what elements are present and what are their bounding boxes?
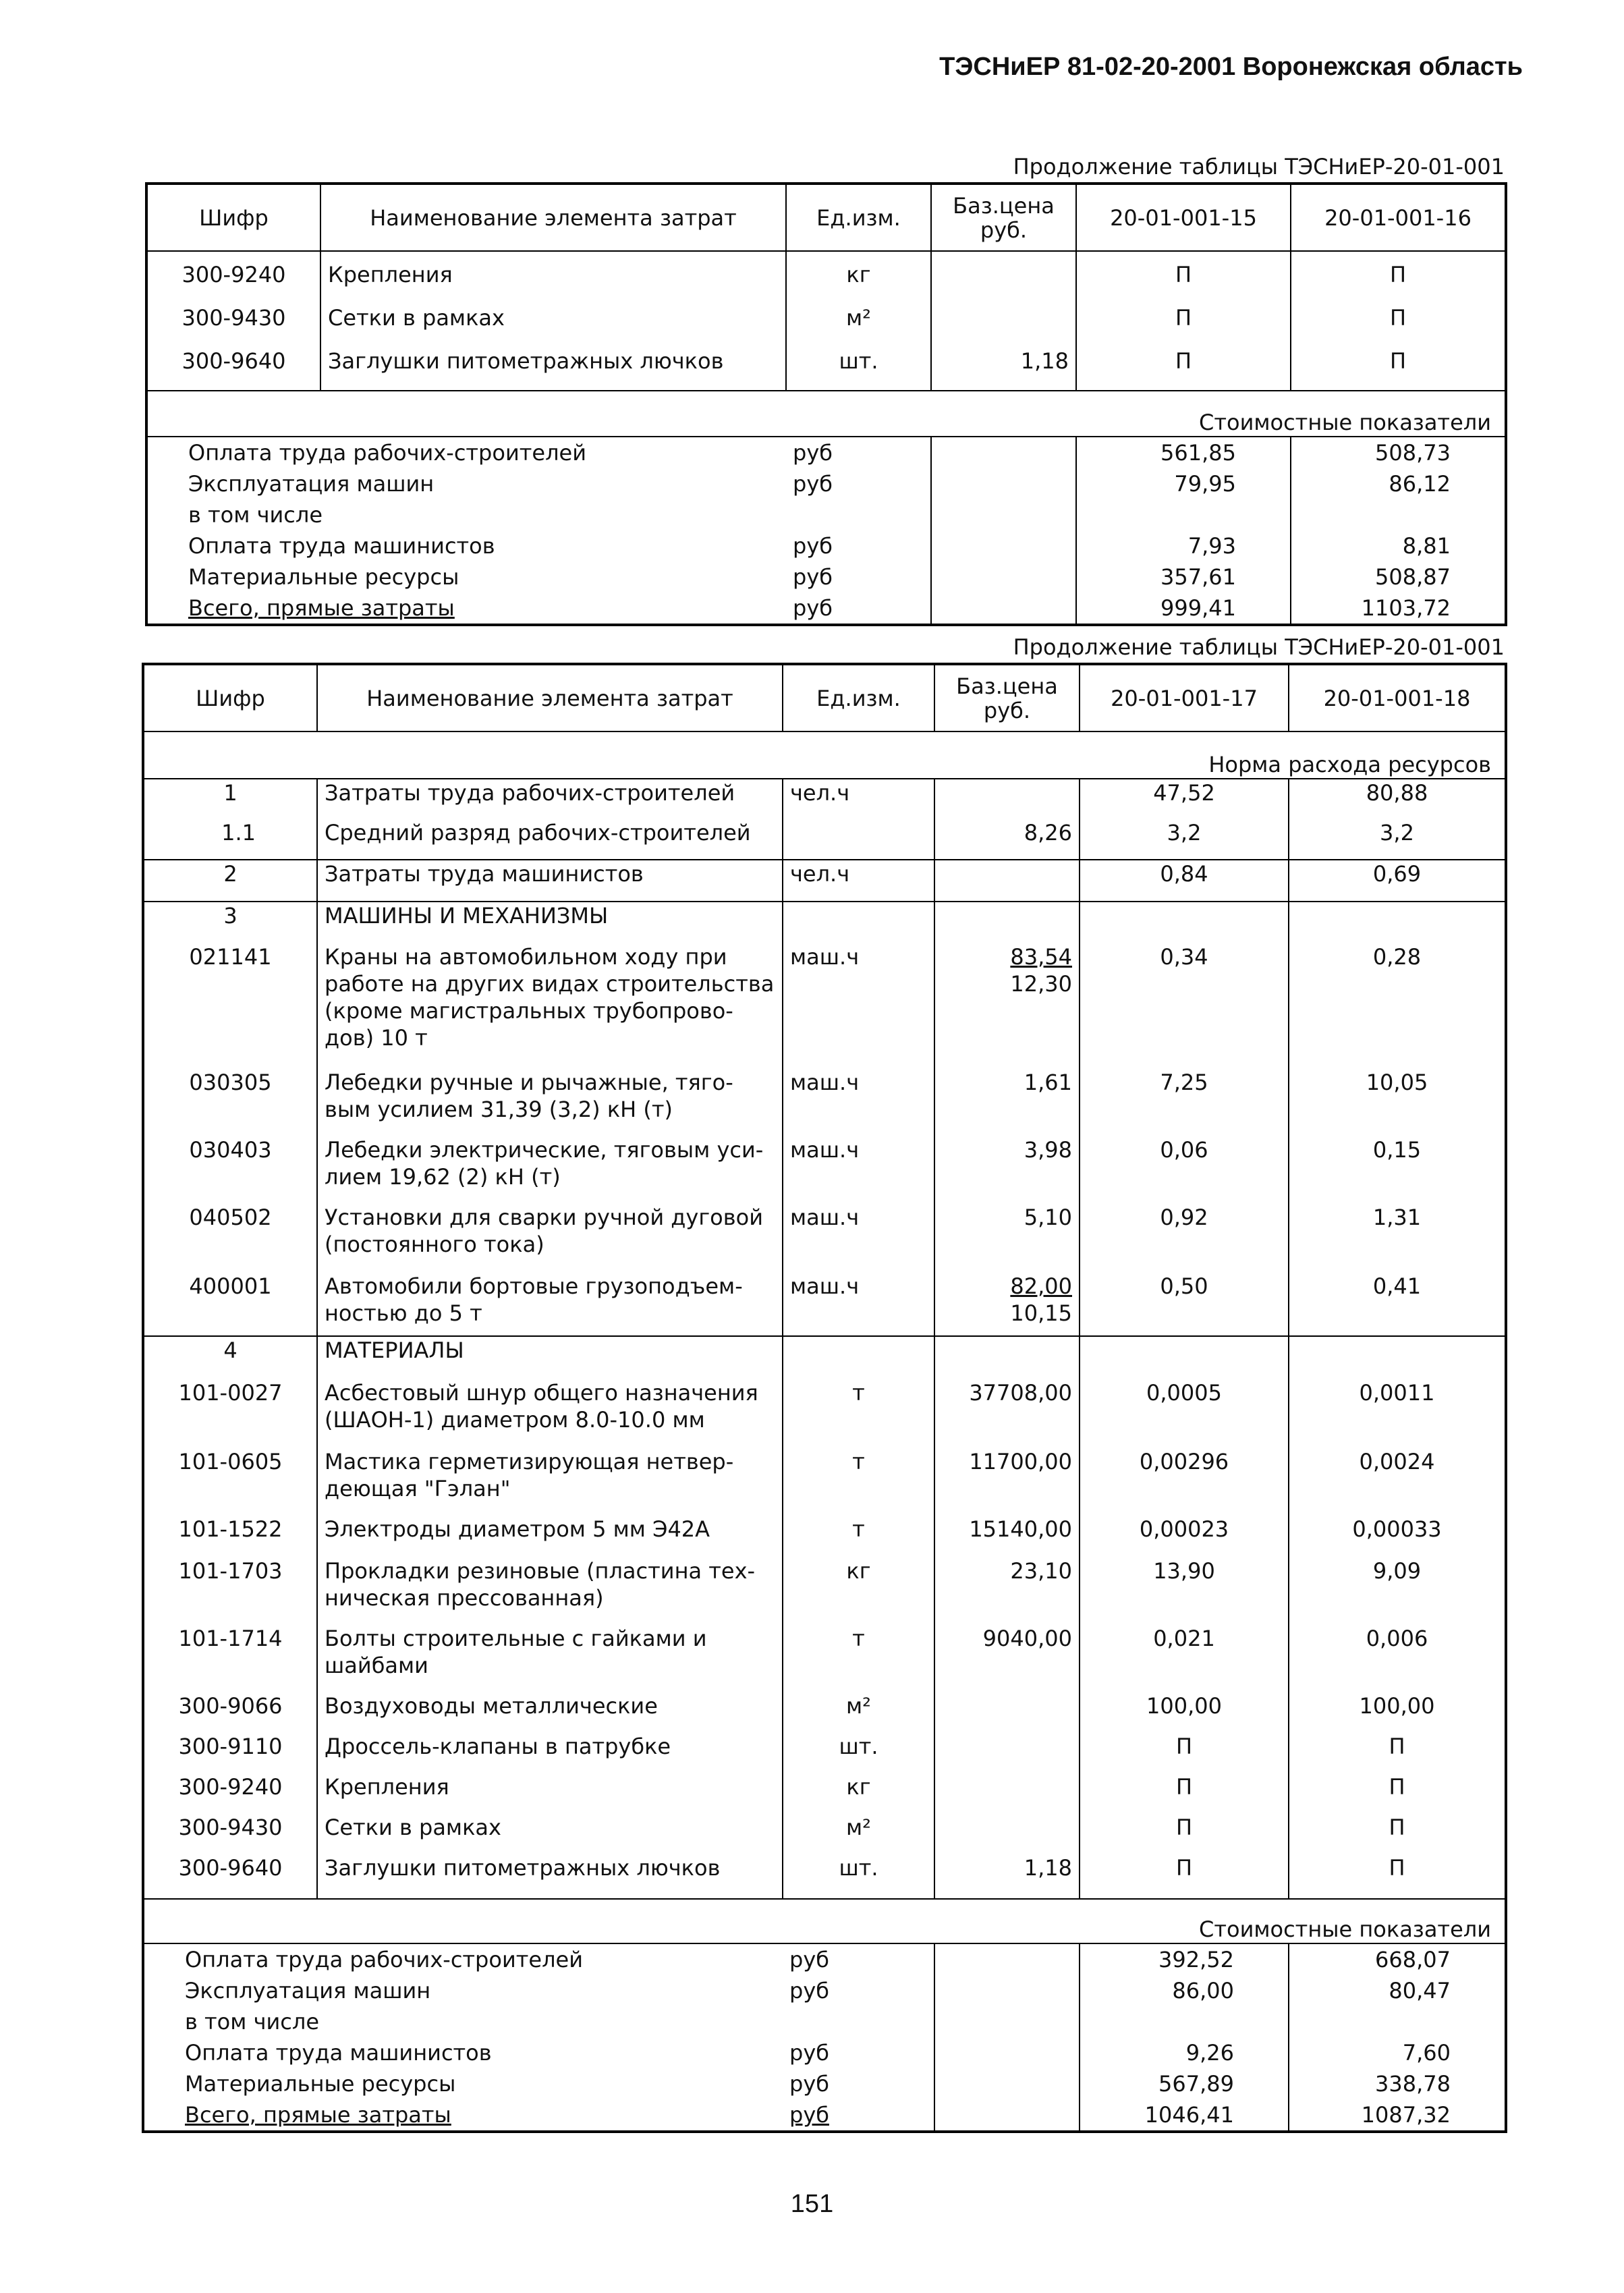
- row-name-line: Лебедки ручные и рычажные, тяго-: [325, 1070, 733, 1095]
- row-unit: т: [783, 1448, 934, 1516]
- col-code-header: Шифр: [146, 184, 320, 251]
- row-value-a: П: [1080, 1854, 1289, 1899]
- cost-unit: руб: [793, 533, 833, 559]
- row-unit: т: [783, 1625, 934, 1692]
- table-row: [143, 819, 1506, 860]
- cost-value-b: [1291, 499, 1506, 530]
- cost-section-caption-row: [146, 391, 1506, 437]
- row-price: 5,10: [934, 1204, 1080, 1273]
- row-code: 300-9110: [178, 1734, 283, 1759]
- row-code: 101-1714: [178, 1626, 283, 1651]
- section-row-materials: [143, 1336, 1506, 1379]
- cost-label: Оплата труда рабочих-строителей: [188, 440, 586, 466]
- table-row: [146, 261, 1506, 304]
- cost-row: [146, 437, 1506, 468]
- row-unit: т: [783, 1379, 934, 1448]
- cost-value-a: 561,85: [1076, 437, 1291, 468]
- row-name: [317, 1448, 783, 1516]
- cost-value-a: 79,95: [1076, 468, 1291, 499]
- cost-value-a: 7,93: [1076, 530, 1291, 561]
- row-unit: шт.: [783, 1854, 934, 1899]
- row-unit: маш.ч: [783, 1273, 934, 1336]
- row-unit: кг: [783, 1773, 934, 1814]
- cost-value-a: 9,26: [1080, 2037, 1289, 2068]
- cost-value-b: 668,07: [1289, 1943, 1506, 1975]
- row-value-b: П: [1289, 1814, 1506, 1854]
- row-price: [931, 261, 1076, 304]
- cost-value-a: 1046,41: [1080, 2099, 1289, 2132]
- cost-unit: руб: [789, 1978, 829, 2004]
- row-price-wage: 12,30: [1010, 971, 1072, 997]
- section-row-machines: [143, 902, 1506, 943]
- row-code: 300-9066: [178, 1693, 283, 1719]
- table2-header-row: [143, 664, 1506, 731]
- row-price: 15140,00: [934, 1516, 1080, 1557]
- cost-unit: руб: [789, 1947, 829, 1972]
- row-name-line: Асбестовый шнур общего назначения: [325, 1380, 758, 1406]
- row-value-a: 47,52: [1080, 779, 1289, 819]
- row-code: 1: [223, 780, 237, 806]
- row-value-b: 80,88: [1289, 779, 1506, 819]
- cost-label: Материальные ресурсы: [188, 564, 459, 590]
- table-row: [143, 779, 1506, 819]
- row-price: 1,61: [934, 1069, 1080, 1136]
- cost-value-b: 508,87: [1291, 561, 1506, 592]
- row-value-b: П: [1289, 1773, 1506, 1814]
- cost-row: [146, 592, 1506, 625]
- row-price: 9040,00: [934, 1625, 1080, 1692]
- row-name: Сетки в рамках: [317, 1814, 783, 1854]
- cost-row: [143, 1943, 1506, 1975]
- row-value-a: 0,021: [1080, 1625, 1289, 1692]
- cost-section-caption: Стоимостные показатели: [143, 1899, 1506, 1943]
- table-row: [143, 860, 1506, 902]
- table-row: [143, 1625, 1506, 1692]
- row-price: [934, 860, 1080, 902]
- cost-label: Оплата труда машинистов: [185, 2040, 492, 2066]
- row-name-line: деющая "Гэлан": [325, 1476, 511, 1501]
- row-value-a: 0,92: [1080, 1204, 1289, 1273]
- cost-unit: [783, 2006, 934, 2037]
- row-value-a: П: [1080, 1773, 1289, 1814]
- row-unit: м²: [783, 1692, 934, 1733]
- cost-label: Эксплуатация машин: [188, 471, 435, 497]
- row-unit: т: [783, 1516, 934, 1557]
- cost-value-a: 392,52: [1080, 1943, 1289, 1975]
- cost-value-b: 86,12: [1291, 468, 1506, 499]
- row-name-line: Лебедки электрические, тяговым уси-: [325, 1137, 764, 1163]
- row-price: [934, 1733, 1080, 1773]
- row-value-b: 100,00: [1289, 1692, 1506, 1733]
- row-value-a: 7,25: [1080, 1069, 1289, 1136]
- table-row: [143, 1516, 1506, 1557]
- row-code: 030403: [189, 1137, 272, 1163]
- row-name: [317, 1557, 783, 1625]
- row-price: 3,98: [934, 1136, 1080, 1204]
- row-value-a: 0,06: [1080, 1136, 1289, 1204]
- row-name-line: шайбами: [325, 1653, 428, 1678]
- row-code: 1.1: [221, 820, 256, 846]
- row-value-b: 0,0024: [1289, 1448, 1506, 1516]
- row-name: [317, 1204, 783, 1273]
- row-name-line: (постоянного тока): [325, 1232, 544, 1257]
- col-a-header: 20-01-001-15: [1076, 184, 1291, 251]
- col-code-header: Шифр: [143, 664, 317, 731]
- row-name-line: вым усилием 31,39 (3,2) кН (т): [325, 1097, 673, 1122]
- col-price-header: Баз.цена руб.: [934, 664, 1080, 731]
- row-code: 021141: [189, 944, 272, 970]
- row-value-b: 3,2: [1289, 819, 1506, 860]
- row-unit: чел.ч: [783, 860, 934, 902]
- row-unit: маш.ч: [783, 1136, 934, 1204]
- col-unit-header: Ед.изм.: [786, 184, 931, 251]
- row-value-b: П: [1291, 261, 1506, 304]
- resource-table-2: [142, 663, 1507, 2133]
- row-value-b: 0,0011: [1289, 1379, 1506, 1448]
- row-name-line: ническая прессованная): [325, 1585, 604, 1611]
- row-value-b: 0,41: [1289, 1273, 1506, 1336]
- row-value-b: П: [1291, 304, 1506, 348]
- cost-section-caption: Стоимостные показатели: [146, 391, 1506, 437]
- row-value-a: П: [1076, 261, 1291, 304]
- row-value-b: 9,09: [1289, 1557, 1506, 1625]
- table-row: [143, 1204, 1506, 1273]
- row-code: 101-0027: [178, 1380, 283, 1406]
- col-b-header: 20-01-001-18: [1289, 664, 1506, 731]
- table-row: [143, 1854, 1506, 1899]
- row-name-line: (ШАОН-1) диаметром 8.0-10.0 мм: [325, 1407, 705, 1433]
- table2-caption: Продолжение таблицы ТЭСНиЕР-20-01-001: [1013, 634, 1505, 660]
- row-unit: м²: [786, 304, 931, 348]
- row-value-a: П: [1080, 1733, 1289, 1773]
- row-value-b: 0,69: [1289, 860, 1506, 902]
- row-name: Затраты труда машинистов: [317, 860, 783, 902]
- row-name-line: Краны на автомобильном ходу при: [325, 944, 727, 970]
- col-price-header: Баз.цена руб.: [931, 184, 1076, 251]
- row-unit: [783, 819, 934, 860]
- row-name: Средний разряд рабочих-строителей: [317, 819, 783, 860]
- row-name: [317, 1379, 783, 1448]
- row-value-a: П: [1076, 304, 1291, 348]
- cost-value-b: 7,60: [1289, 2037, 1506, 2068]
- row-code: 300-9640: [178, 1855, 283, 1881]
- cost-unit: [786, 499, 931, 530]
- cost-label: Всего, прямые затраты: [185, 2102, 451, 2128]
- row-value-b: 10,05: [1289, 1069, 1506, 1136]
- cost-value-b: 508,73: [1291, 437, 1506, 468]
- cost-value-a: 999,41: [1076, 592, 1291, 625]
- cost-unit: руб: [793, 471, 833, 497]
- row-code: 300-9640: [181, 348, 286, 374]
- row-code: 101-0605: [178, 1449, 283, 1474]
- row-value-b: П: [1289, 1733, 1506, 1773]
- row-name: Заглушки питометражных лючков: [320, 348, 786, 391]
- row-value-a: П: [1076, 348, 1291, 391]
- cost-unit: руб: [793, 440, 833, 466]
- cost-row: [143, 2037, 1506, 2068]
- row-unit: маш.ч: [783, 1204, 934, 1273]
- cost-row: [146, 561, 1506, 592]
- col-a-header: 20-01-001-17: [1080, 664, 1289, 731]
- row-name: Дроссель-клапаны в патрубке: [317, 1733, 783, 1773]
- row-value-b: П: [1291, 348, 1506, 391]
- row-price: 11700,00: [934, 1448, 1080, 1516]
- row-unit: чел.ч: [783, 779, 934, 819]
- row-price: [934, 943, 1080, 1069]
- cost-label: в том числе: [185, 2009, 319, 2035]
- row-name: [317, 1273, 783, 1336]
- row-code: 101-1522: [178, 1516, 283, 1542]
- row-value-b: 0,28: [1289, 943, 1506, 1069]
- row-name: Затраты труда рабочих-строителей: [317, 779, 783, 819]
- row-code: 040502: [189, 1205, 272, 1230]
- row-unit: маш.ч: [783, 943, 934, 1069]
- cost-label: Всего, прямые затраты: [188, 595, 455, 621]
- row-value-a: 0,0005: [1080, 1379, 1289, 1448]
- cost-value-b: [1289, 2006, 1506, 2037]
- row-code: 101-1703: [178, 1558, 283, 1584]
- row-name-line: ностью до 5 т: [325, 1300, 482, 1326]
- row-name: Крепления: [317, 1773, 783, 1814]
- row-name-line: (кроме магистральных трубопрово-: [325, 998, 733, 1024]
- table-row: [143, 1069, 1506, 1136]
- table-row: [143, 1814, 1506, 1854]
- cost-unit: руб: [789, 2102, 829, 2128]
- cost-row: [143, 2006, 1506, 2037]
- row-price: 8,26: [934, 819, 1080, 860]
- cost-row: [146, 530, 1506, 561]
- table1-caption: Продолжение таблицы ТЭСНиЕР-20-01-001: [1013, 154, 1505, 179]
- row-name-line: лием 19,62 (2) кН (т): [325, 1164, 561, 1190]
- norm-section-caption-row: [143, 731, 1506, 779]
- cost-value-a: 357,61: [1076, 561, 1291, 592]
- row-value-a: 0,00023: [1080, 1516, 1289, 1557]
- row-name: МАТЕРИАЛЫ: [317, 1336, 783, 1379]
- row-value-b: 0,006: [1289, 1625, 1506, 1692]
- row-name-line: Болты строительные с гайками и: [325, 1626, 707, 1651]
- cost-label: Оплата труда машинистов: [188, 533, 495, 559]
- col-name-header: Наименование элемента затрат: [317, 664, 783, 731]
- row-value-a: 0,50: [1080, 1273, 1289, 1336]
- row-name-line: Автомобили бортовые грузоподъем-: [325, 1273, 743, 1299]
- row-unit: маш.ч: [783, 1069, 934, 1136]
- table-row: [143, 1448, 1506, 1516]
- row-price: [934, 779, 1080, 819]
- col-unit-header: Ед.изм.: [783, 664, 934, 731]
- table1-header-row: [146, 184, 1506, 251]
- row-value-a: 3,2: [1080, 819, 1289, 860]
- cost-value-b: 338,78: [1289, 2068, 1506, 2099]
- document-header: ТЭСНиЕР 81-02-20-2001 Воронежская область: [939, 53, 1523, 81]
- row-code: 3: [143, 902, 317, 943]
- table-row: [143, 1136, 1506, 1204]
- row-price: [934, 1692, 1080, 1733]
- cost-label: Оплата труда рабочих-строителей: [185, 1947, 583, 1972]
- row-value-a: 0,34: [1080, 943, 1289, 1069]
- table-row: [143, 1273, 1506, 1336]
- row-code: 4: [143, 1336, 317, 1379]
- row-price: [934, 1273, 1080, 1336]
- row-price: [931, 304, 1076, 348]
- row-price: [934, 1814, 1080, 1854]
- cost-label: Материальные ресурсы: [185, 2071, 456, 2097]
- page-number: 151: [790, 2190, 834, 2218]
- row-value-b: П: [1289, 1854, 1506, 1899]
- row-value-a: 100,00: [1080, 1692, 1289, 1733]
- row-unit: м²: [783, 1814, 934, 1854]
- row-code: 2: [143, 860, 317, 902]
- cost-value-b: 80,47: [1289, 1975, 1506, 2006]
- row-name-line: работе на других видах строительства: [325, 971, 775, 997]
- table-row: [143, 1557, 1506, 1625]
- row-name: Воздуховоды металлические: [317, 1692, 783, 1733]
- norm-section-caption: Норма расхода ресурсов: [143, 731, 1506, 779]
- cost-row: [143, 2099, 1506, 2132]
- cost-value-b: 8,81: [1291, 530, 1506, 561]
- resource-table-1: [145, 182, 1507, 626]
- cost-value-a: 86,00: [1080, 1975, 1289, 2006]
- table-row: [143, 1692, 1506, 1733]
- row-price: 1,18: [931, 348, 1076, 391]
- table-row: [146, 348, 1506, 391]
- row-price: [934, 1773, 1080, 1814]
- cost-unit: руб: [789, 2040, 829, 2066]
- row-name: Сетки в рамках: [320, 304, 786, 348]
- row-unit: шт.: [786, 348, 931, 391]
- row-name: [317, 1625, 783, 1692]
- row-name-line: дов) 10 т: [325, 1025, 428, 1051]
- cost-label: Эксплуатация машин: [185, 1978, 431, 2004]
- row-name-line: Прокладки резиновые (пластина тех-: [325, 1558, 756, 1584]
- cost-row: [146, 499, 1506, 530]
- row-code: 400001: [189, 1273, 272, 1299]
- cost-unit: руб: [789, 2071, 829, 2097]
- table-row: [143, 1733, 1506, 1773]
- row-value-b: 0,15: [1289, 1136, 1506, 1204]
- row-name: Заглушки питометражных лючков: [317, 1854, 783, 1899]
- cost-value-b: 1103,72: [1291, 592, 1506, 625]
- row-name: Крепления: [320, 261, 786, 304]
- row-code: 300-9430: [181, 305, 286, 331]
- row-value-b: 0,00033: [1289, 1516, 1506, 1557]
- cost-unit: руб: [793, 564, 833, 590]
- cost-section-caption-row: [143, 1899, 1506, 1943]
- row-price-total: 82,00: [1010, 1273, 1072, 1299]
- row-name: Электроды диаметром 5 мм Э42А: [317, 1516, 783, 1557]
- row-value-a: 0,00296: [1080, 1448, 1289, 1516]
- cost-value-b: 1087,32: [1289, 2099, 1506, 2132]
- row-value-a: 0,84: [1080, 860, 1289, 902]
- row-price: 37708,00: [934, 1379, 1080, 1448]
- cost-unit: руб: [793, 595, 833, 621]
- row-name-line: Установки для сварки ручной дуговой: [325, 1205, 763, 1230]
- col-name-header: Наименование элемента затрат: [320, 184, 786, 251]
- row-unit: кг: [786, 261, 931, 304]
- cost-row: [143, 2068, 1506, 2099]
- row-unit: кг: [783, 1557, 934, 1625]
- row-price-total: 83,54: [1010, 944, 1072, 970]
- row-unit: шт.: [783, 1733, 934, 1773]
- table-row: [146, 304, 1506, 348]
- col-b-header: 20-01-001-16: [1291, 184, 1506, 251]
- row-value-a: П: [1080, 1814, 1289, 1854]
- row-name: [317, 1069, 783, 1136]
- row-name: [317, 943, 783, 1069]
- row-price-wage: 10,15: [1010, 1300, 1072, 1326]
- row-name-line: Мастика герметизирующая нетвер-: [325, 1449, 734, 1474]
- row-value-b: 1,31: [1289, 1204, 1506, 1273]
- table-row: [143, 1379, 1506, 1448]
- row-code: 300-9240: [178, 1774, 283, 1800]
- cost-row: [143, 1975, 1506, 2006]
- cost-value-a: [1076, 499, 1291, 530]
- row-value-a: 13,90: [1080, 1557, 1289, 1625]
- cost-value-a: [1080, 2006, 1289, 2037]
- table-row: [143, 1773, 1506, 1814]
- row-price: 1,18: [934, 1854, 1080, 1899]
- table-row: [143, 943, 1506, 1069]
- row-code: 300-9240: [181, 262, 286, 287]
- row-price: 23,10: [934, 1557, 1080, 1625]
- cost-row: [146, 468, 1506, 499]
- row-code: 300-9430: [178, 1815, 283, 1840]
- row-name: [317, 1136, 783, 1204]
- cost-label: в том числе: [188, 502, 323, 528]
- cost-value-a: 567,89: [1080, 2068, 1289, 2099]
- row-name: МАШИНЫ И МЕХАНИЗМЫ: [317, 902, 783, 943]
- row-code: 030305: [189, 1070, 272, 1095]
